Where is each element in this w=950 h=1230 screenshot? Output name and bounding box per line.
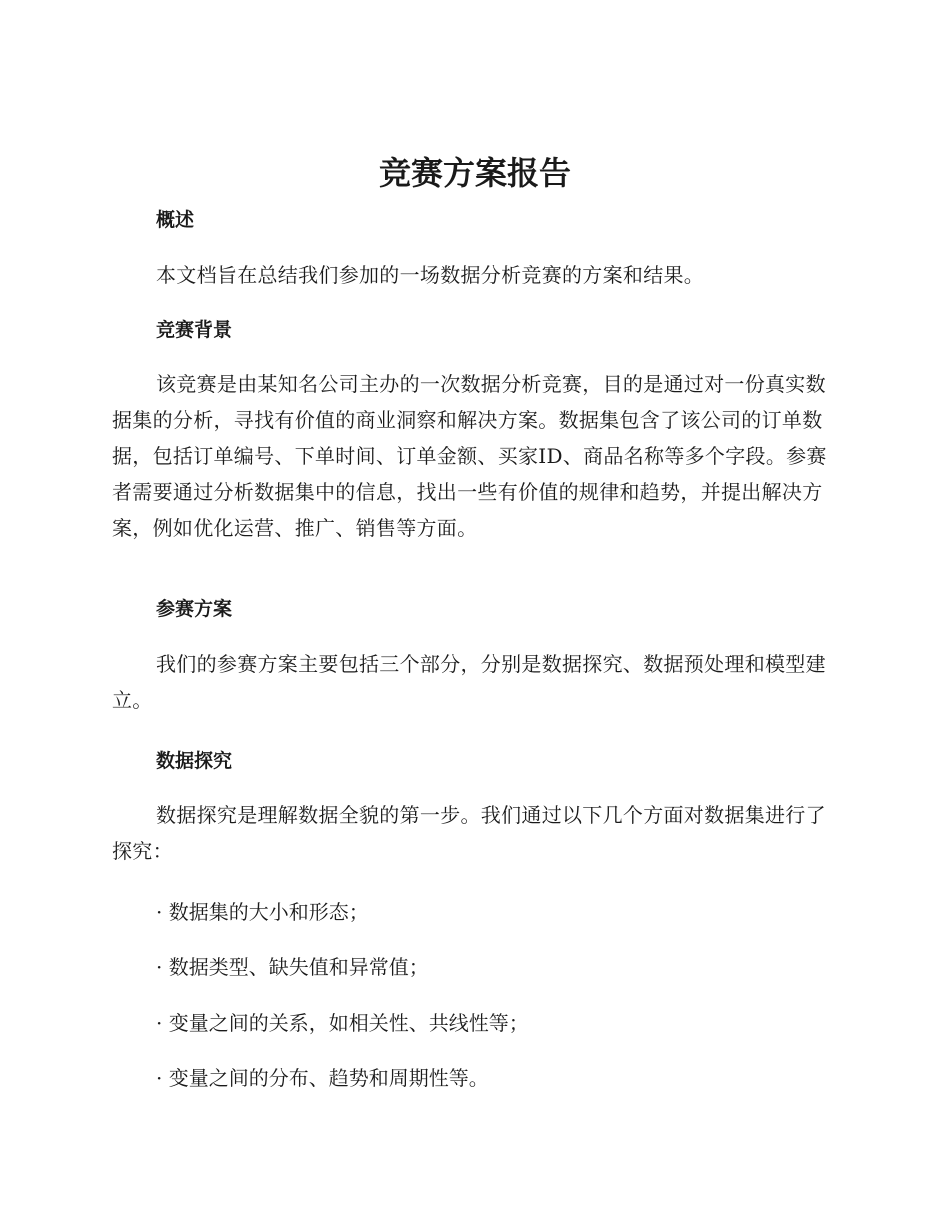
section-paragraph-exploration: 数据探究是理解数据全貌的第一步。我们通过以下几个方面对数据集进行了探究： [112, 803, 826, 863]
document-title: 竞赛方案报告 [378, 154, 571, 192]
section-heading-exploration: 数据探究 [156, 750, 233, 772]
section-heading-background: 竞赛背景 [156, 319, 233, 341]
bullet-item: · 数据集的大小和形态； [156, 900, 369, 924]
section-paragraph-plan: 我们的参赛方案主要包括三个部分，分别是数据探究、数据预处理和模型建立。 [112, 652, 826, 712]
section-heading-plan: 参赛方案 [156, 598, 233, 620]
section-heading-overview: 概述 [156, 209, 195, 231]
bullet-item: · 变量之间的分布、趋势和周期性等。 [156, 1066, 489, 1090]
section-paragraph-overview: 本文档旨在总结我们参加的一场数据分析竞赛的方案和结果。 [156, 263, 705, 287]
section-paragraph-background: 该竞赛是由某知名公司主办的一次数据分析竞赛，目的是通过对一份真实数据集的分析，寻找有价值的商业洞察和解决方案。数据集包含了该公司的订单数据，包括订单编号、下单时间、订单金额、买家ID、商品名称等多个字段。参赛者需要通过分析数据集中的信息，找出一些有价值的规律和趋势，并提出解决方案，例如优化运营、推广、销售等方面。 [112, 372, 827, 540]
bullet-item: · 变量之间的关系，如相关性、共线性等； [156, 1011, 529, 1035]
bullet-item: · 数据类型、缺失值和异常值； [156, 955, 429, 979]
